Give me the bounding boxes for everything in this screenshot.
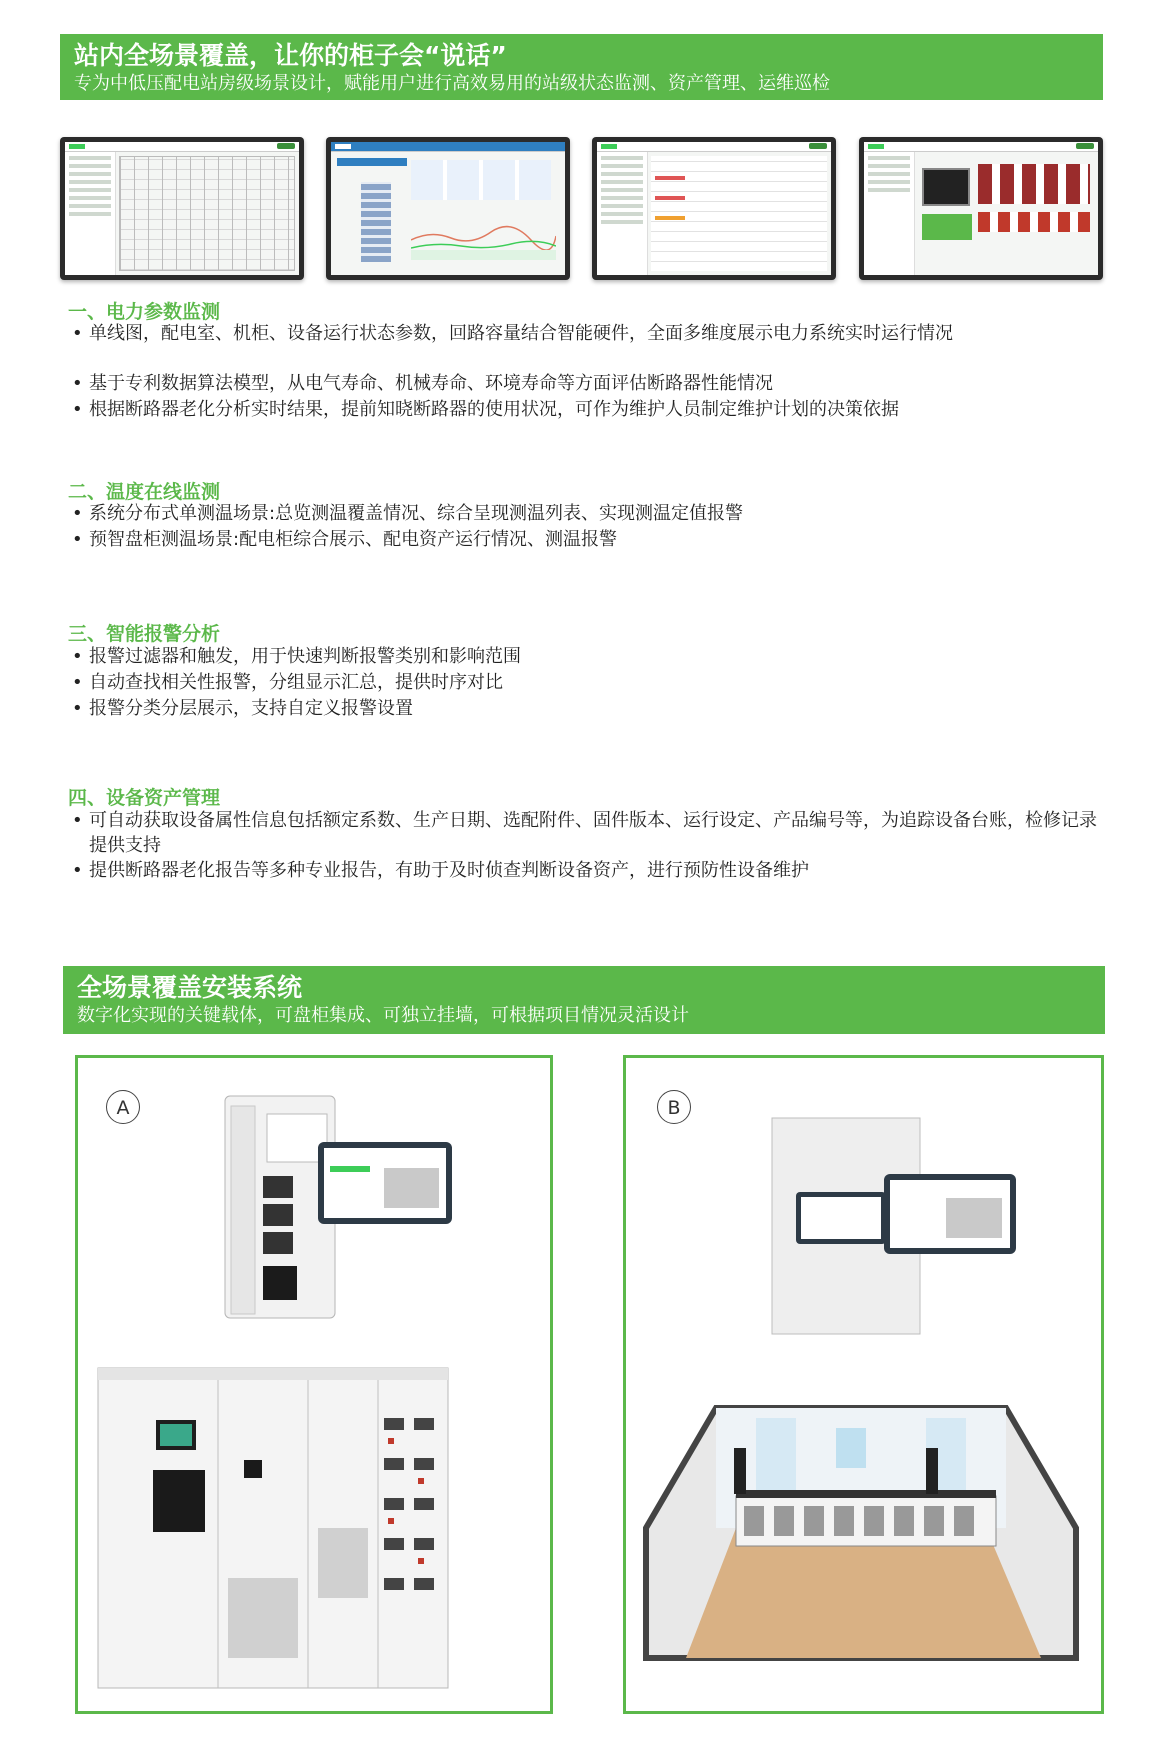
list-item: • 单线图，配电室、机柜、设备运行状态参数，回路容量结合智能硬件，全面多维度展示电力系统实时运行情况 (72, 321, 1102, 346)
list-item: • 根据断路器老化分析实时结果，提前知晓断路器的使用状况，可作为维护人员制定维护计划的决策依据 (72, 397, 1102, 422)
section-title-temperature: 二、温度在线监测 (68, 481, 221, 503)
list-item: • 提供断路器老化报告等多种专业报告，有助于及时侦查判断设备资产，进行预防性设备维护 (72, 858, 1102, 883)
header-banner (60, 34, 1103, 100)
wall-mounted-illustration (626, 1058, 1101, 1711)
page-subtitle: 专为中低压配电站房级场景设计，赋能用户进行高效易用的站级状态监测、资产管理、运维巡检 (74, 73, 830, 94)
install-subtitle: 数字化实现的关键载体，可盘柜集成、可独立挂墙，可根据项目情况灵活设计 (77, 1005, 689, 1026)
list-item: • 系统分布式单测温场景:总览测温覆盖情况、综合呈现测温列表、实现测温定值报警 (72, 501, 1102, 526)
list-item: • 可自动获取设备属性信息包括额定系数、生产日期、选配附件、固件版本、运行设定、产品编号等，为追踪设备台账，检修记录提供支持 (72, 808, 1102, 858)
page-title: 站内全场景覆盖，让你的柜子会“说话” (74, 41, 507, 70)
list-item: • 报警过滤器和触发，用于快速判断报警类别和影响范围 (72, 644, 1102, 669)
temperature-trend-screen (326, 137, 570, 280)
install-banner (63, 966, 1105, 1034)
list-item: • 基于专利数据算法模型，从电气寿命、机械寿命、环境寿命等方面评估断路器性能情况 (72, 371, 1102, 396)
list-item: • 自动查找相关性报警，分组显示汇总，提供时序对比 (72, 670, 1102, 695)
install-option-b-panel (623, 1055, 1104, 1714)
section-title-power: 一、电力参数监测 (68, 301, 221, 323)
single-line-diagram-screen (60, 137, 304, 280)
alarm-list-screen (592, 137, 836, 280)
breaker-asset-screen (859, 137, 1103, 280)
panel-mounted-illustration (78, 1058, 550, 1711)
install-title: 全场景覆盖安装系统 (77, 973, 303, 1002)
install-option-a-panel (75, 1055, 553, 1714)
list-item: • 预智盘柜测温场景:配电柜综合展示、配电资产运行情况、测温报警 (72, 527, 1102, 552)
option-b-marker: B (657, 1090, 691, 1124)
screenshot-row (60, 137, 1103, 280)
section-title-asset: 四、设备资产管理 (68, 787, 221, 809)
option-a-marker: A (106, 1090, 140, 1124)
section-title-alarm: 三、智能报警分析 (68, 623, 221, 645)
list-item: • 报警分类分层展示，支持自定义报警设置 (72, 696, 1102, 721)
